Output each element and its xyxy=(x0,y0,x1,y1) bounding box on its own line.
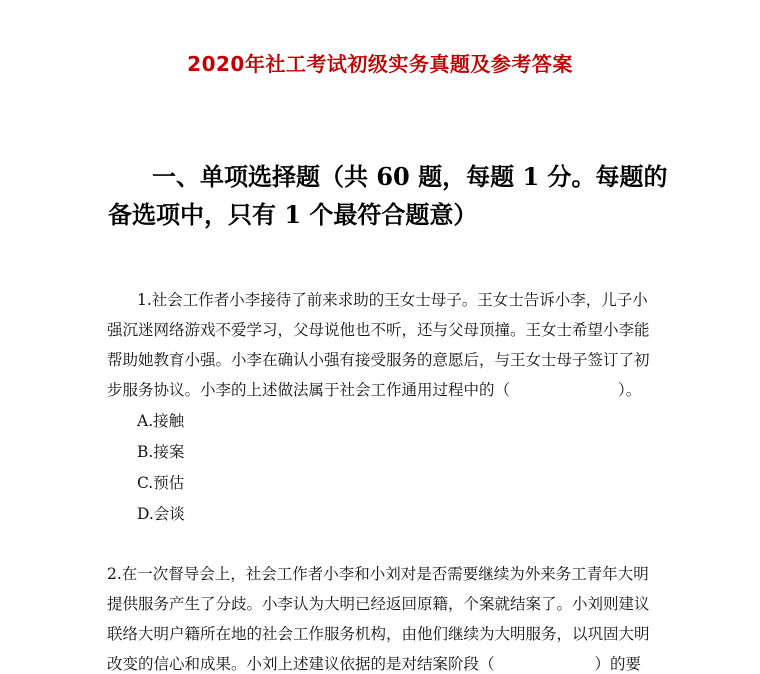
question-2-line-4 xyxy=(107,649,667,674)
question-1-line-4-stem: 步服务协议。小李的上述做法属于社会工作通用过程中的（ xyxy=(107,381,511,399)
question-2-line-2: 提供服务产生了分歧。小李认为大明已经返回原籍，个案就结案了。小刘则建议 xyxy=(107,595,650,613)
question-1-line-2: 强沉迷网络游戏不爱学习，父母说他也不听，还与父母顶撞。王女士希望小李能 xyxy=(107,321,650,339)
option-c: C.预估 xyxy=(137,474,185,492)
option-a: A.接触 xyxy=(137,412,185,430)
question-1-options xyxy=(137,406,185,530)
section-heading-line-1: 一、单项选择题（共 60 题，每题 1 分。每题的 xyxy=(152,162,668,191)
question-1-line-3: 帮助她教育小强。小李在确认小强有接受服务的意愿后，与王女士母子签订了初 xyxy=(107,351,650,369)
question-1-line-4 xyxy=(107,375,657,405)
question-2-line-4-end: ）的要 xyxy=(594,655,642,673)
question-2-line-3: 联络大明户籍所在地的社会工作服务机构，由他们继续为大明服务，以巩固大明 xyxy=(107,625,650,643)
question-1-line-1: 1.社会工作者小李接待了前来求助的王女士母子。王女士告诉小李，儿子小 xyxy=(137,291,648,309)
section-heading xyxy=(108,158,668,234)
question-2-line-4-stem: 改变的信心和成果。小刘上述建议依据的是对结案阶段（ xyxy=(107,655,495,673)
question-1-line-4-end: ）。 xyxy=(618,381,642,399)
section-heading-line-2: 备选项中，只有 1 个最符合题意） xyxy=(108,200,478,229)
question-1 xyxy=(107,285,657,405)
question-2-line-1: 2.在一次督导会上，社会工作者小李和小刘对是否需要继续为外来务工青年大明 xyxy=(107,565,649,583)
document-title: 2020年社工考试初级实务真题及参考答案 xyxy=(187,52,573,76)
option-b: B.接案 xyxy=(137,443,185,461)
question-2 xyxy=(107,559,667,674)
option-d: D.会谈 xyxy=(137,505,185,523)
